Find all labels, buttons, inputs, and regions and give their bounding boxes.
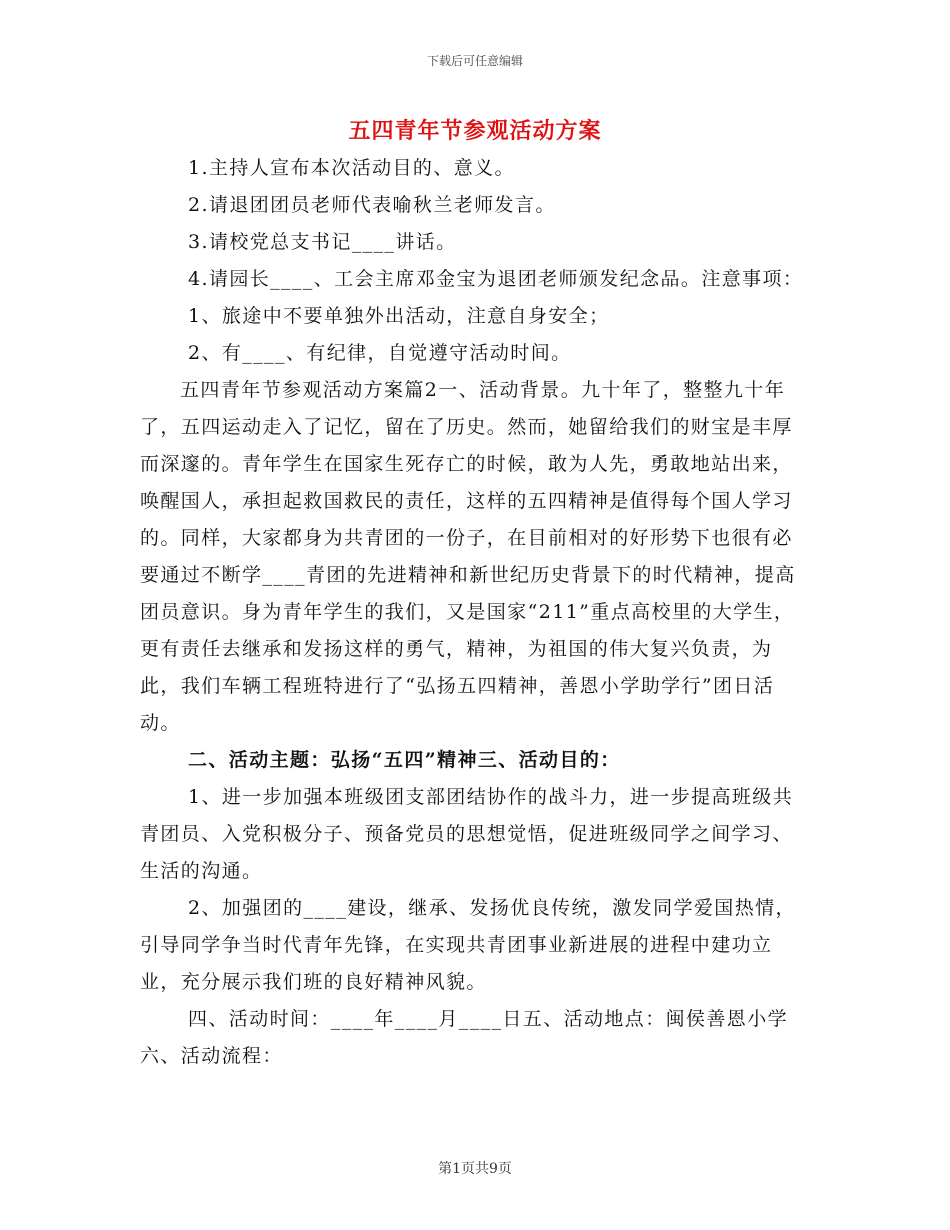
paragraph-6: 2、有____、有纪律，自觉遵守活动时间。 [188, 342, 572, 364]
paragraph-7: 五四青年节参观活动方案篇2一、活动背景。九十年了，整整九十年了，五四运动走入了记忆，留在了历史。然而，她留给我们的财宝是丰厚而深邃的。青年学生在国家生死存亡的时候，敢为人先，勇敢地站出来，唤醒国人，承担起救国救民的责任，这样的五四精神是值得每个国人学习的。同样，大家都身为共青团的一份子，在目前相对的好形势下也很有必要通过不断学____青团的先进精神和新世纪历史背景下的时代精神，提高团员意识。身为青年学生的我们，又是国家“211”重点高校里的大学生，更有责任去继承和发扬这样的勇气，精神，为祖国的伟大复兴负责，为此，我们车辆工程班特进行了“弘扬五四精神，善恩小学助学行”团日活动。 [140, 379, 796, 734]
paragraph-3: 3.请校党总支书记____讲话。 [188, 231, 457, 253]
paragraph-5: 1、旅途中不要单独外出活动，注意自身安全； [188, 305, 610, 327]
document-title: 五四青年节参观活动方案 [348, 118, 602, 144]
header-note: 下载后可任意编辑 [426, 54, 523, 68]
paragraph-2: 2.请退团团员老师代表喻秋兰老师发言。 [188, 194, 556, 216]
paragraph-11: 四、活动时间：____年____月____日五、活动地点：闽侯善恩小学六、活动流程： [140, 1008, 789, 1067]
page-indicator: 第1页共9页 [438, 1161, 512, 1177]
document-body [140, 150, 805, 1075]
paragraph-9: 1、进一步加强本班级团支部团结协作的战斗力，进一步提高班级共青团员、入党积极分子、预备党员的思想觉悟，促进班级同学之间学习、生活的沟通。 [140, 786, 794, 882]
paragraph-4: 4.请园长____、工会主席邓金宝为退团老师颁发纪念品。注意事项： [188, 268, 804, 290]
paragraph-10: 2、加强团的____建设，继承、发扬优良传统，激发同学爱国热情，引导同学争当时代青年先锋，在实现共青团事业新进展的进程中建功立业，充分展示我们班的良好精神风貌。 [140, 897, 796, 993]
section-heading-theme: 二、活动主题：弘扬“五四”精神三、活动目的： [188, 749, 621, 771]
paragraph-1: 1.主持人宣布本次活动目的、意义。 [188, 157, 515, 179]
